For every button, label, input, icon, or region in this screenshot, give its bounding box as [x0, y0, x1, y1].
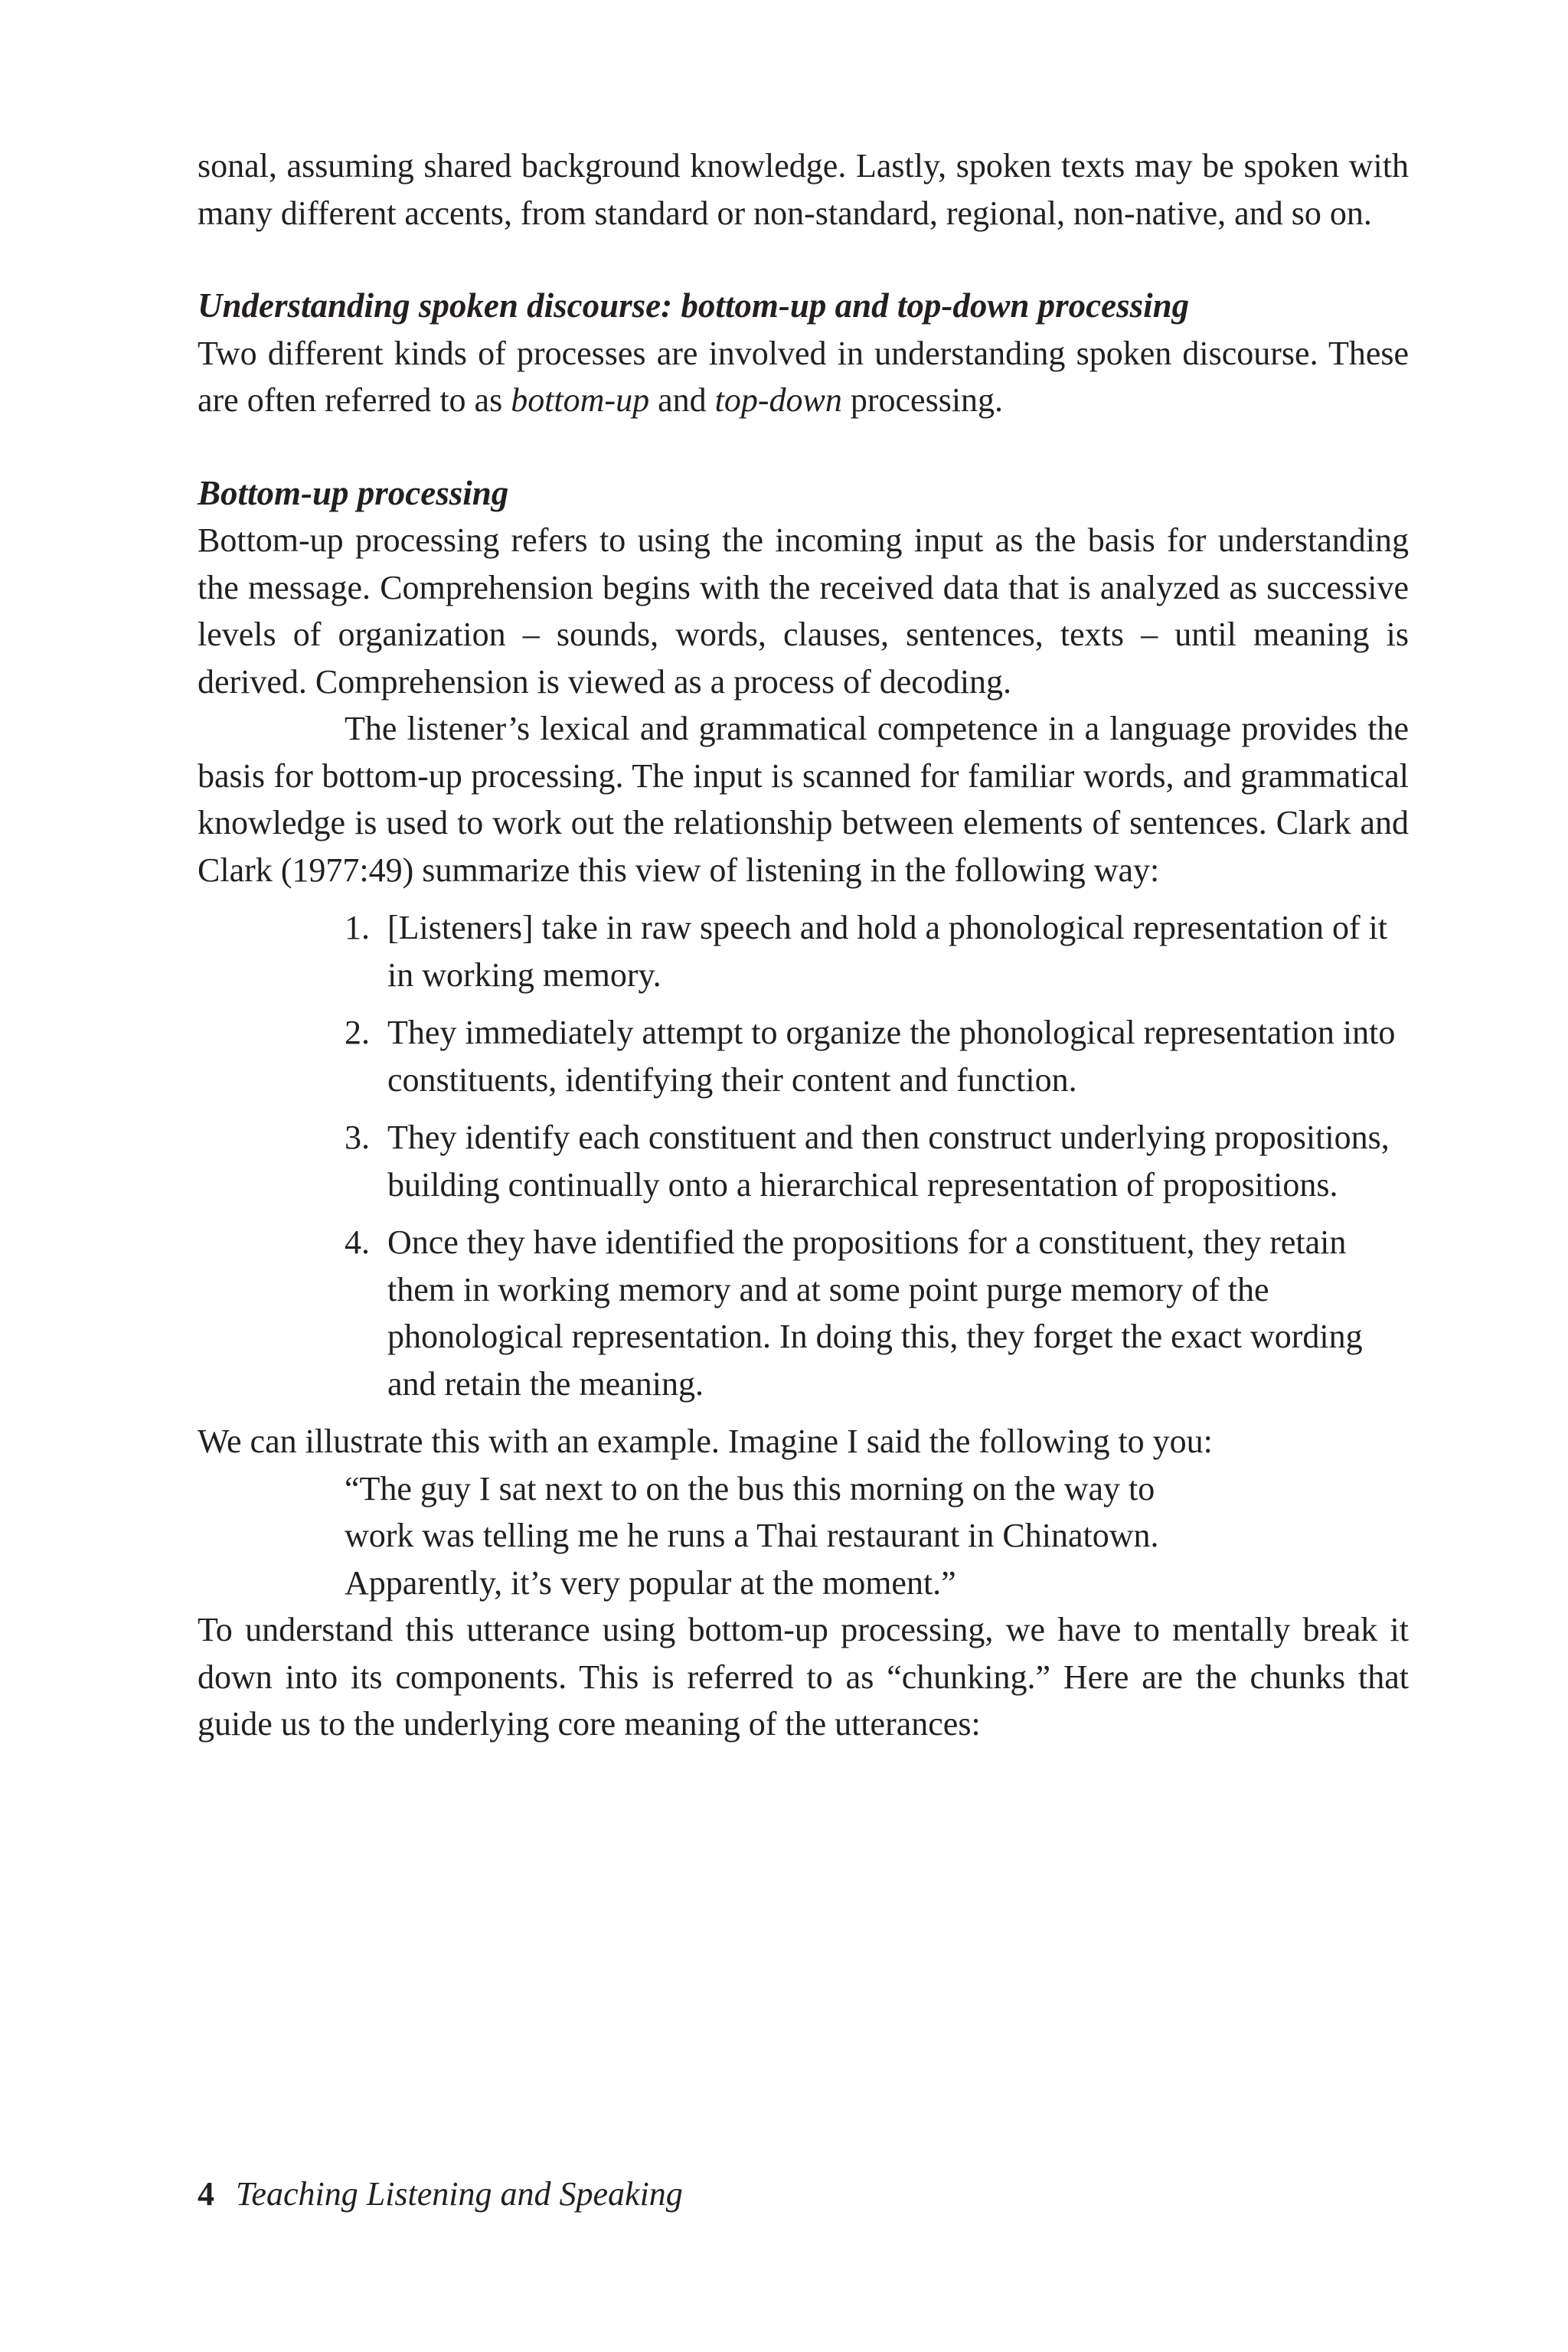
paragraph-two-processes — [198, 330, 1409, 424]
term-bottom-up: bottom-up — [511, 381, 650, 419]
paragraph-continuation: sonal, assuming shared background knowledge. Lastly, spoken texts may be spoken with many different accents, from standard or non-standard, regional, non-native, and so on. — [198, 147, 1409, 232]
list-item-number: 1. — [345, 909, 370, 946]
paragraph-example-intro: We can illustrate this with an example. Imagine I said the following to you: — [198, 1423, 1213, 1460]
paragraph-text: processing. — [841, 381, 1004, 419]
list-item — [345, 1114, 1409, 1208]
list-item-number: 2. — [345, 1014, 370, 1051]
list-item-text: They immediately attempt to organize the phonological representation into constituents, identifying their content and function. — [387, 1014, 1396, 1099]
page-number: 4 — [198, 2175, 214, 2213]
page-body — [198, 142, 1409, 1748]
list-item-text: [Listeners] take in raw speech and hold a phonological representation of it in working memory. — [387, 909, 1388, 994]
section-heading-spoken-discourse: Understanding spoken discourse: bottom-up and top-down processing — [198, 286, 1190, 325]
paragraph-text: and — [649, 381, 715, 419]
paragraph-chunking: To understand this utterance using bottom-up processing, we have to mentally break it down into its components. This is referred to as “chunking.” Here are the chunks that guide us to the underlying core meaning of the utterances: — [198, 1611, 1409, 1743]
list-item-number: 3. — [345, 1119, 370, 1156]
list-item — [345, 1009, 1409, 1103]
numbered-list — [198, 904, 1409, 1407]
running-title: Teaching Listening and Speaking — [236, 2175, 683, 2213]
paragraph-bottom-up-definition: Bottom-up processing refers to using the incoming input as the basis for understanding the message. Comprehension begins with the received data that is analyzed as successive levels of organization – sounds, words, clauses, sentences, texts – until meaning is derived. Comprehension is viewed as a process of decoding. — [198, 521, 1409, 701]
list-item-number: 4. — [345, 1223, 370, 1261]
block-quote: “The guy I sat next to on the bus this morning on the way to work was telling me he runs a Thai restaurant in Chinatown. Apparently, it’s very popular at the moment.” — [345, 1469, 1159, 1602]
list-item-text: Once they have identified the propositions for a constituent, they retain them in working memory and at some point purge memory of the phonological representation. In doing this, they forget the exact wording and retain the meaning. — [387, 1223, 1363, 1403]
list-item — [345, 904, 1409, 998]
paragraph-text: Two different kinds of processes are involved in understanding spoken discourse. These are often referred to as — [198, 334, 1409, 419]
page-footer — [198, 2171, 683, 2217]
term-top-down: top-down — [714, 381, 842, 419]
paragraph-lexical-competence: The listener’s lexical and grammatical competence in a language provides the basis for bottom-up processing. The input is scanned for familiar words, and grammatical knowledge is used to work out the relationship between elements of sentences. Clark and Clark (1977:49) summarize this view of listening in the following way: — [198, 710, 1409, 889]
section-heading-bottom-up: Bottom-up processing — [198, 473, 509, 512]
list-item — [345, 1219, 1409, 1407]
list-item-text: They identify each constituent and then construct underlying propositions, building continually onto a hierarchical representation of propositions. — [387, 1119, 1390, 1204]
